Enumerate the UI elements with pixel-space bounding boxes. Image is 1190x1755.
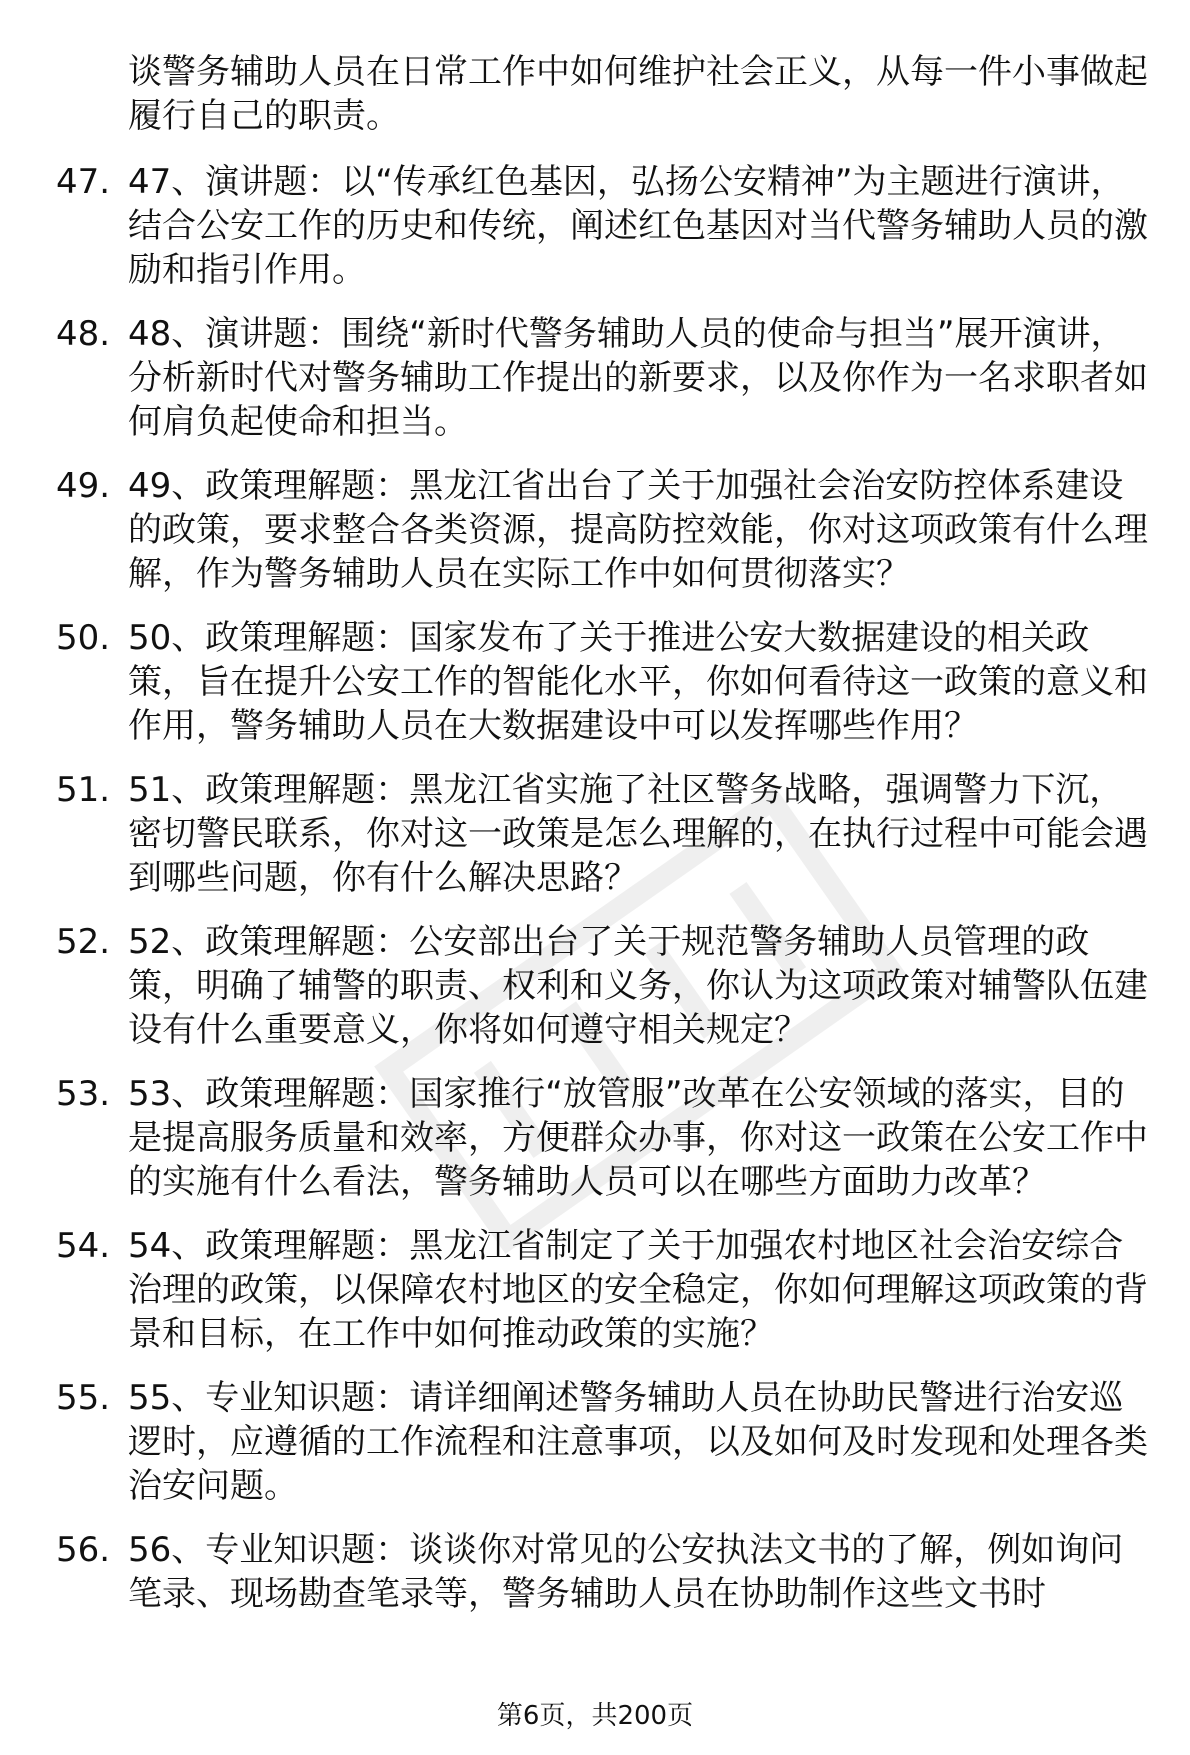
question-text: 54、政策理解题：黑龙江省制定了关于加强农村地区社会治安综合治理的政策，以保障农村地区的安全稳定，你如何理解这项政策的背景和目标，在工作中如何推动政策的实施？ <box>128 1226 1148 1354</box>
list-number: 48. <box>56 314 111 354</box>
question-item-55 <box>0 1376 1190 1508</box>
question-text: 51、政策理解题：黑龙江省实施了社区警务战略，强调警力下沉，密切警民联系，你对这一政策是怎么理解的，在执行过程中可能会遇到哪些问题，你有什么解决思路？ <box>128 770 1148 898</box>
question-item-51 <box>0 768 1190 900</box>
question-item-53 <box>0 1072 1190 1204</box>
question-text: 49、政策理解题：黑龙江省出台了关于加强社会治安防控体系建设的政策，要求整合各类资源，提高防控效能，你对这项政策有什么理解，作为警务辅助人员在实际工作中如何贯彻落实？ <box>128 466 1148 594</box>
question-text: 55、专业知识题：请详细阐述警务辅助人员在协助民警进行治安巡逻时，应遵循的工作流程和注意事项，以及如何及时发现和处理各类治安问题。 <box>128 1378 1148 1506</box>
question-list <box>0 160 1190 1636</box>
question-text: 53、政策理解题：国家推行“放管服”改革在公安领域的落实，目的是提高服务质量和效率，方便群众办事，你对这一政策在公安工作中的实施有什么看法，警务辅助人员可以在哪些方面助力改革？ <box>128 1074 1148 1202</box>
question-text: 52、政策理解题：公安部出台了关于规范警务辅助人员管理的政策，明确了辅警的职责、权利和义务，你认为这项政策对辅警队伍建设有什么重要意义，你将如何遵守相关规定？ <box>128 922 1148 1050</box>
list-number: 51. <box>56 770 111 810</box>
list-number: 49. <box>56 466 111 506</box>
question-text: 56、专业知识题：谈谈你对常见的公安执法文书的了解，例如询问笔录、现场勘查笔录等，警务辅助人员在协助制作这些文书时 <box>128 1530 1124 1614</box>
question-item-49 <box>0 464 1190 596</box>
question-text: 50、政策理解题：国家发布了关于推进公安大数据建设的相关政策，旨在提升公安工作的智能化水平，你如何看待这一政策的意义和作用，警务辅助人员在大数据建设中可以发挥哪些作用？ <box>128 618 1148 746</box>
question-item-47 <box>0 160 1190 292</box>
question-item-52 <box>0 920 1190 1052</box>
page-footer: 第6页，共200页 <box>496 1701 694 1731</box>
question-item-48 <box>0 312 1190 444</box>
question-item-56 <box>0 1528 1190 1616</box>
list-number: 55. <box>56 1378 111 1418</box>
question-text: 47、演讲题：以“传承红色基因，弘扬公安精神”为主题进行演讲，结合公安工作的历史和传统，阐述红色基因对当代警务辅助人员的激励和指引作用。 <box>128 162 1148 290</box>
list-number: 54. <box>56 1226 111 1266</box>
list-number: 56. <box>56 1530 111 1570</box>
list-number: 53. <box>56 1074 111 1114</box>
list-number: 50. <box>56 618 111 658</box>
list-number: 52. <box>56 922 111 962</box>
lead-paragraph: 谈警务辅助人员在日常工作中如何维护社会正义，从每一件小事做起履行自己的职责。 <box>128 52 1148 136</box>
question-item-50 <box>0 616 1190 748</box>
list-number: 47. <box>56 162 111 202</box>
question-text: 48、演讲题：围绕“新时代警务辅助人员的使命与担当”展开演讲，分析新时代对警务辅助工作提出的新要求，以及你作为一名求职者如何肩负起使命和担当。 <box>128 314 1148 442</box>
question-item-54 <box>0 1224 1190 1356</box>
